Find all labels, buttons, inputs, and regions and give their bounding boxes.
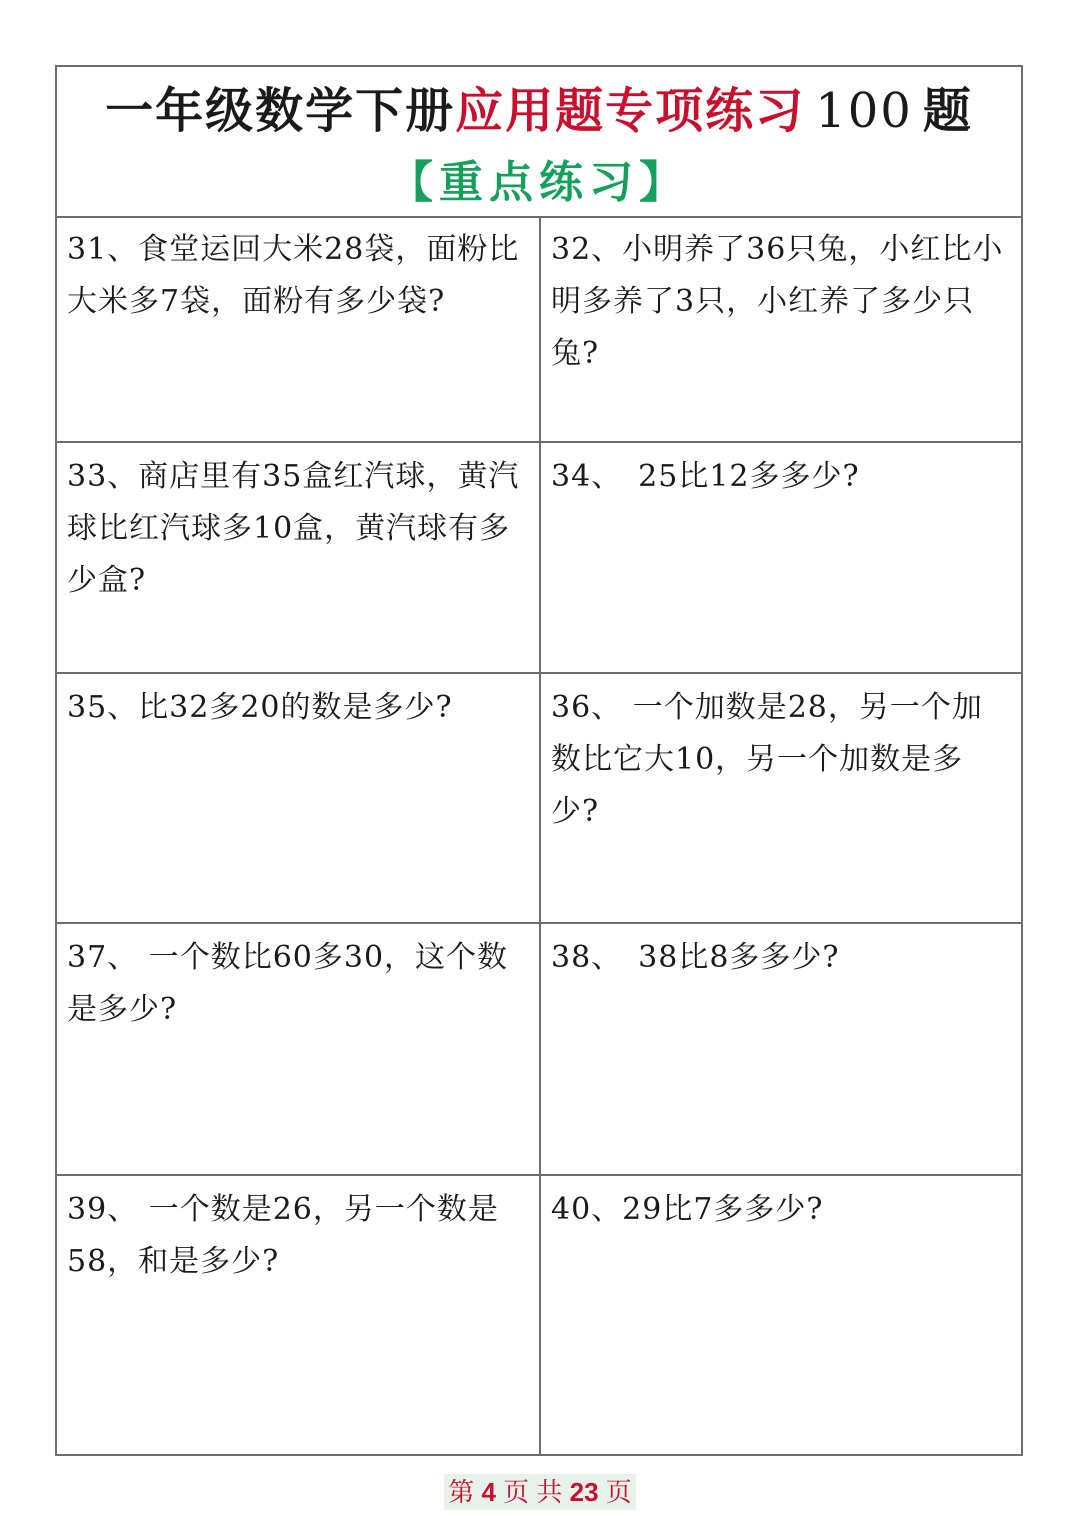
question-cell-37: 37、 一个数比60多30，这个数是多少?	[57, 924, 541, 1174]
title-grade: 一年级数学下册	[105, 83, 456, 139]
page-title	[57, 81, 1021, 141]
title-suffix: 题	[922, 83, 973, 139]
current-page-number: 4	[481, 1477, 496, 1507]
question-row	[57, 674, 1021, 924]
question-row	[57, 924, 1021, 1176]
worksheet-header	[57, 67, 1021, 218]
question-grid	[57, 216, 1021, 1454]
footer-prefix: 第	[448, 1477, 475, 1507]
footer-middle: 页 共	[503, 1477, 563, 1507]
question-cell-33: 33、商店里有35盒红汽球，黄汽球比红汽球多10盒，黄汽球有多少盒?	[57, 443, 541, 672]
total-page-count: 23	[569, 1477, 599, 1507]
title-topic: 应用题专项练习	[455, 83, 806, 139]
question-cell-31: 31、食堂运回大米28袋，面粉比大米多7袋，面粉有多少袋?	[57, 216, 541, 441]
question-cell-36: 36、 一个加数是28，另一个加数比它大10，另一个加数是多少?	[551, 690, 983, 829]
question-row	[57, 1176, 1021, 1454]
worksheet-table	[55, 65, 1023, 1456]
question-cell-34: 34、 25比12多多少?	[551, 459, 860, 494]
page-subtitle: 【重点练习】	[389, 157, 689, 208]
question-row	[57, 443, 1021, 674]
question-cell-40: 40、29比7多多少?	[551, 1192, 824, 1227]
question-cell-35: 35、比32多20的数是多少?	[57, 674, 541, 922]
page-number-footer	[444, 1474, 636, 1510]
question-cell-32: 32、小明养了36只兔，小红比小明多养了3只，小红养了多少只兔?	[551, 232, 1004, 371]
footer-suffix: 页	[605, 1477, 632, 1507]
question-cell-38: 38、 38比8多多少?	[551, 940, 840, 975]
question-cell-39: 39、 一个数是26，另一个数是58，和是多少?	[57, 1176, 541, 1454]
question-row	[57, 216, 1021, 443]
title-count: 100	[815, 83, 913, 139]
